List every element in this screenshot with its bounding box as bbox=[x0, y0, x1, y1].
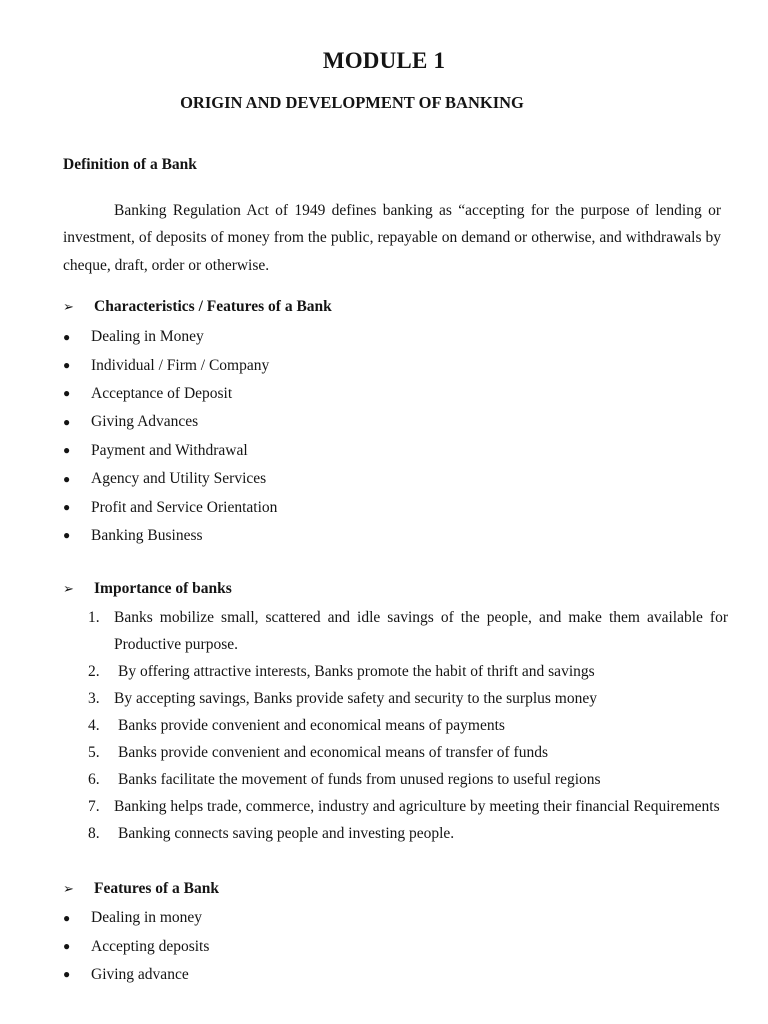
list-item bbox=[63, 437, 277, 465]
arrow-bullet-icon: ➢ bbox=[63, 299, 74, 314]
list-item-text: Individual / Firm / Company bbox=[91, 356, 270, 374]
bullet-icon: ● bbox=[63, 910, 71, 925]
numbered-item bbox=[88, 712, 728, 739]
list-item-text: Banking Business bbox=[91, 526, 203, 544]
item-number: 6. bbox=[88, 771, 100, 788]
numbered-item bbox=[88, 658, 728, 685]
list-item-text: Agency and Utility Services bbox=[91, 470, 267, 488]
definition-paragraph: Banking Regulation Act of 1949 defines banking as “accepting for the purpose of lending or investment, of deposits of money from the public, repayable on demand or otherwise, and withdrawals by cheque, draft, order or otherwise. bbox=[63, 202, 721, 274]
bullet-icon: ● bbox=[63, 967, 71, 982]
numbered-item bbox=[88, 739, 728, 766]
bullet-icon: ● bbox=[63, 939, 71, 954]
features-list bbox=[63, 904, 209, 989]
list-item bbox=[63, 323, 277, 351]
numbered-item bbox=[88, 685, 728, 712]
item-text: By offering attractive interests, Banks promote the habit of thrift and savings bbox=[118, 663, 595, 680]
list-item-text: Accepting deposits bbox=[91, 937, 210, 955]
bullet-icon: ● bbox=[63, 414, 71, 429]
list-item bbox=[63, 961, 209, 989]
list-item-text: Acceptance of Deposit bbox=[91, 384, 233, 402]
item-text: Banks facilitate the movement of funds from unused regions to useful regions bbox=[118, 771, 601, 788]
characteristics-heading-text: Characteristics / Features of a Bank bbox=[94, 298, 332, 315]
features-heading-text: Features of a Bank bbox=[94, 880, 220, 897]
list-item-text: Giving Advances bbox=[91, 413, 199, 431]
item-number: 1. bbox=[88, 609, 100, 626]
item-number: 8. bbox=[88, 825, 100, 842]
features-heading bbox=[63, 880, 219, 898]
numbered-item bbox=[88, 604, 728, 658]
list-item-text: Giving advance bbox=[91, 965, 189, 983]
importance-heading bbox=[63, 580, 232, 598]
characteristics-heading bbox=[63, 298, 332, 316]
list-item bbox=[63, 408, 277, 436]
numbered-item bbox=[88, 820, 728, 847]
list-item bbox=[63, 904, 209, 932]
module-subtitle: ORIGIN AND DEVELOPMENT OF BANKING bbox=[180, 93, 524, 112]
list-item bbox=[63, 465, 277, 493]
list-item bbox=[63, 493, 277, 521]
arrow-bullet-icon: ➢ bbox=[63, 881, 74, 896]
characteristics-list bbox=[63, 323, 277, 550]
item-text: Banks provide convenient and economical means of transfer of funds bbox=[118, 744, 548, 761]
list-item-text: Dealing in Money bbox=[91, 328, 204, 346]
bullet-icon: ● bbox=[63, 528, 71, 543]
bullet-icon: ● bbox=[63, 386, 71, 401]
bullet-icon: ● bbox=[63, 443, 71, 458]
item-number: 2. bbox=[88, 663, 100, 680]
item-text: By accepting savings, Banks provide safety and security to the surplus money bbox=[114, 690, 597, 707]
item-text: Banking helps trade, commerce, industry and agriculture by meeting their financial Requirements bbox=[114, 798, 720, 815]
list-item bbox=[63, 380, 277, 408]
numbered-item bbox=[88, 793, 728, 820]
item-number: 7. bbox=[88, 798, 100, 815]
item-number: 3. bbox=[88, 690, 100, 707]
item-text: Banking connects saving people and investing people. bbox=[118, 825, 455, 842]
arrow-bullet-icon: ➢ bbox=[63, 581, 74, 596]
list-item bbox=[63, 351, 277, 379]
module-title: MODULE 1 bbox=[322, 48, 446, 73]
bullet-icon: ● bbox=[63, 358, 71, 373]
item-number: 5. bbox=[88, 744, 100, 761]
list-item bbox=[63, 522, 277, 550]
list-item-text: Dealing in money bbox=[91, 909, 203, 927]
numbered-item bbox=[88, 766, 728, 793]
bullet-icon: ● bbox=[63, 471, 71, 486]
list-item-text: Payment and Withdrawal bbox=[91, 441, 248, 459]
item-text: Banks mobilize small, scattered and idle savings of the people, and make them available for Productive purpose. bbox=[114, 609, 728, 653]
importance-heading-text: Importance of banks bbox=[94, 580, 232, 597]
bullet-icon: ● bbox=[63, 500, 71, 515]
definition-heading: Definition of a Bank bbox=[63, 156, 197, 173]
item-text: Banks provide convenient and economical means of payments bbox=[118, 717, 505, 734]
list-item bbox=[63, 932, 209, 960]
importance-list bbox=[88, 604, 728, 847]
list-item-text: Profit and Service Orientation bbox=[91, 498, 278, 516]
bullet-icon: ● bbox=[63, 329, 71, 344]
item-number: 4. bbox=[88, 717, 100, 734]
